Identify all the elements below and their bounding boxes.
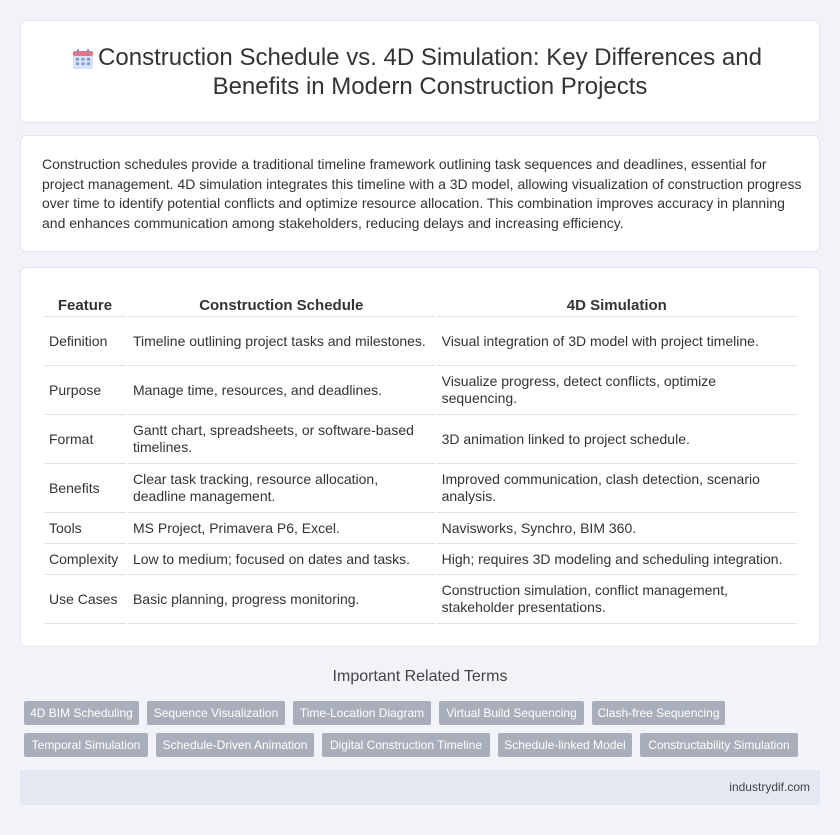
schedule-cell: Low to medium; focused on dates and tasks. xyxy=(128,544,435,575)
related-term-tag[interactable]: Clash-free Sequencing xyxy=(592,701,725,725)
simulation-cell: Visualize progress, detect conflicts, optimize sequencing. xyxy=(437,366,797,415)
related-term-tag[interactable]: Time-Location Diagram xyxy=(293,701,431,725)
simulation-cell: Visual integration of 3D model with project timeline. xyxy=(437,317,797,366)
related-term-tag[interactable]: Constructability Simulation xyxy=(640,733,798,757)
footer xyxy=(20,770,820,805)
footer-site-link[interactable]: industrydif.com xyxy=(729,780,810,794)
schedule-cell: Basic planning, progress monitoring. xyxy=(128,575,435,624)
page-title: Construction Schedule vs. 4D Simulation: Key Differences and Benefits in Modern Construction Projects xyxy=(98,43,762,100)
related-term-tag[interactable]: Schedule-linked Model xyxy=(498,733,632,757)
table-row xyxy=(44,513,797,544)
schedule-cell: MS Project, Primavera P6, Excel. xyxy=(128,513,435,544)
related-term-tag[interactable]: Sequence Visualization xyxy=(147,701,285,725)
schedule-cell: Gantt chart, spreadsheets, or software-based timelines. xyxy=(128,415,435,464)
related-term-tag[interactable]: 4D BIM Scheduling xyxy=(24,701,139,725)
feature-cell: Tools xyxy=(44,513,126,544)
header-feature: Feature xyxy=(44,295,126,317)
comparison-card xyxy=(20,267,820,647)
title-card xyxy=(20,20,820,123)
feature-cell: Purpose xyxy=(44,366,126,415)
related-term-tag[interactable]: Temporal Simulation xyxy=(24,733,148,757)
simulation-cell: 3D animation linked to project schedule. xyxy=(437,415,797,464)
feature-cell: Complexity xyxy=(44,544,126,575)
feature-cell: Definition xyxy=(44,317,126,366)
schedule-cell: Clear task tracking, resource allocation, deadline management. xyxy=(128,464,435,513)
related-terms-title: Important Related Terms xyxy=(332,668,508,685)
simulation-cell: Construction simulation, conflict management, stakeholder presentations. xyxy=(437,575,797,624)
table-row xyxy=(44,366,797,415)
related-term-tag[interactable]: Schedule-Driven Animation xyxy=(156,733,314,757)
schedule-cell: Timeline outlining project tasks and milestones. xyxy=(128,317,435,366)
simulation-cell: High; requires 3D modeling and scheduling integration. xyxy=(437,544,797,575)
feature-cell: Use Cases xyxy=(44,575,126,624)
schedule-cell: Manage time, resources, and deadlines. xyxy=(128,366,435,415)
table-row xyxy=(44,544,797,575)
intro-paragraph: Construction schedules provide a traditional timeline framework outlining task sequences and deadlines, essential for project management. 4D simulation integrates this timeline with a 3D model, allowing visualization of construction progress over time to identify potential conflicts and optimize resource allocation. This combination improves accuracy in planning and enhances communication among stakeholders, reducing delays and increasing efficiency. xyxy=(42,156,802,231)
feature-cell: Benefits xyxy=(44,464,126,513)
intro-card xyxy=(20,135,820,252)
simulation-cell: Navisworks, Synchro, BIM 360. xyxy=(437,513,797,544)
table-row xyxy=(44,415,797,464)
comparison-table xyxy=(42,295,799,624)
header-4d-simulation: 4D Simulation xyxy=(437,295,797,317)
table-header-row xyxy=(44,295,797,317)
table-row xyxy=(44,317,797,366)
related-term-tag[interactable]: Virtual Build Sequencing xyxy=(439,701,584,725)
header-construction-schedule: Construction Schedule xyxy=(128,295,435,317)
simulation-cell: Improved communication, clash detection, scenario analysis. xyxy=(437,464,797,513)
related-term-tag[interactable]: Digital Construction Timeline xyxy=(322,733,490,757)
table-row xyxy=(44,575,797,624)
table-row xyxy=(44,464,797,513)
feature-cell: Format xyxy=(44,415,126,464)
